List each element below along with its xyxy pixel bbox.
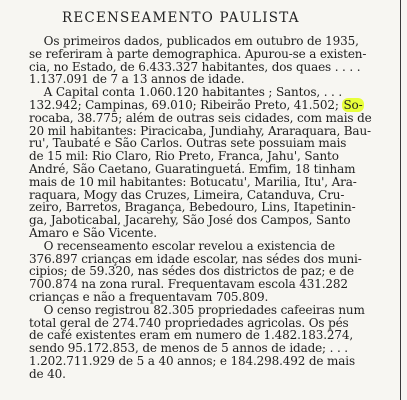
column-rule — [400, 0, 401, 400]
text-line: A Capital conta 1.060.120 habitantes ; Santos, . . . — [29, 85, 343, 100]
text-line: de 15 mil: Rio Claro, Rio Preto, Franca, Jahu', Santo — [29, 149, 339, 164]
text-line: O censo registrou 82.305 propriedades cafeeiras num — [29, 302, 365, 317]
text-line — [29, 99, 385, 112]
text-line: André, São Caetano, Guaratinguetá. Emfim, 18 tinham — [29, 161, 356, 176]
text-line: Amaro e São Vicente. — [29, 225, 157, 240]
text-line: 700.874 na zona rural. Frequentavam escola 431.282 — [29, 277, 348, 292]
text-line: ga, Jaboticabal, Jacarehy, São José dos Campos, Santo — [29, 213, 351, 228]
text-line: sendo 95.172.853, de menos de 5 annos de idade; . . . — [29, 341, 348, 356]
text-line: 20 mil habitantes: Piracicaba, Jundiahy, Araraquara, Bau- — [29, 123, 371, 138]
text-line: crianças e não a frequentavam 705.809. — [29, 289, 269, 304]
text-line-segment: 132.942; Campinas, 69.010; Ribeirão Preto, 41.502; — [29, 97, 343, 112]
text-line: cipios; de 59.320, nas sédes dos districtos de paz; e de — [29, 264, 355, 279]
text-line: 376.897 crianças em idade escolar, nas sédes dos muni- — [29, 251, 362, 266]
text-line: O recenseamento escolar revelou a existencia de — [29, 238, 336, 253]
text-line: zeiro, Barretos, Bragança, Bebedouro, Lins, Itapetinin- — [29, 200, 356, 215]
text-line: 1.202.711.929 de 5 a 40 annos; e 184.298.492 de mais — [29, 353, 355, 368]
text-line: de café existentes eram em numero de 1.482.183.274, — [29, 328, 353, 343]
text-line: ru', Taubaté e São Carlos. Outras sete possuiam mais — [29, 136, 347, 151]
text-line: de 40. — [29, 366, 66, 381]
text-line: cia, no Estado, de 6.433.327 habitantes, dos quaes . . . . — [29, 59, 361, 74]
highlighted-text: So- — [343, 97, 363, 112]
text-line: Os primeiros dados, publicados em outubro de 1935, — [29, 34, 359, 48]
text-line: 1.137.091 de 7 a 13 annos de idade. — [29, 72, 245, 87]
text-line: mais de 10 mil habitantes: Botucatu', Marilia, Itu', Ara- — [29, 174, 357, 189]
text-line: total geral de 274.740 propriedades agricolas. Os pés — [29, 315, 349, 330]
page-title: RECENSEAMENTO PAULISTA — [62, 10, 300, 26]
article-body — [29, 35, 385, 381]
text-line: raquara, Mogy das Cruzes, Limeira, Catanduva, Cru- — [29, 187, 345, 202]
text-line: se referiram à parte demographica. Apurou-se a existen- — [29, 46, 367, 61]
text-line: rocaba, 38.775; além de outras seis cidades, com mais de — [29, 110, 372, 125]
